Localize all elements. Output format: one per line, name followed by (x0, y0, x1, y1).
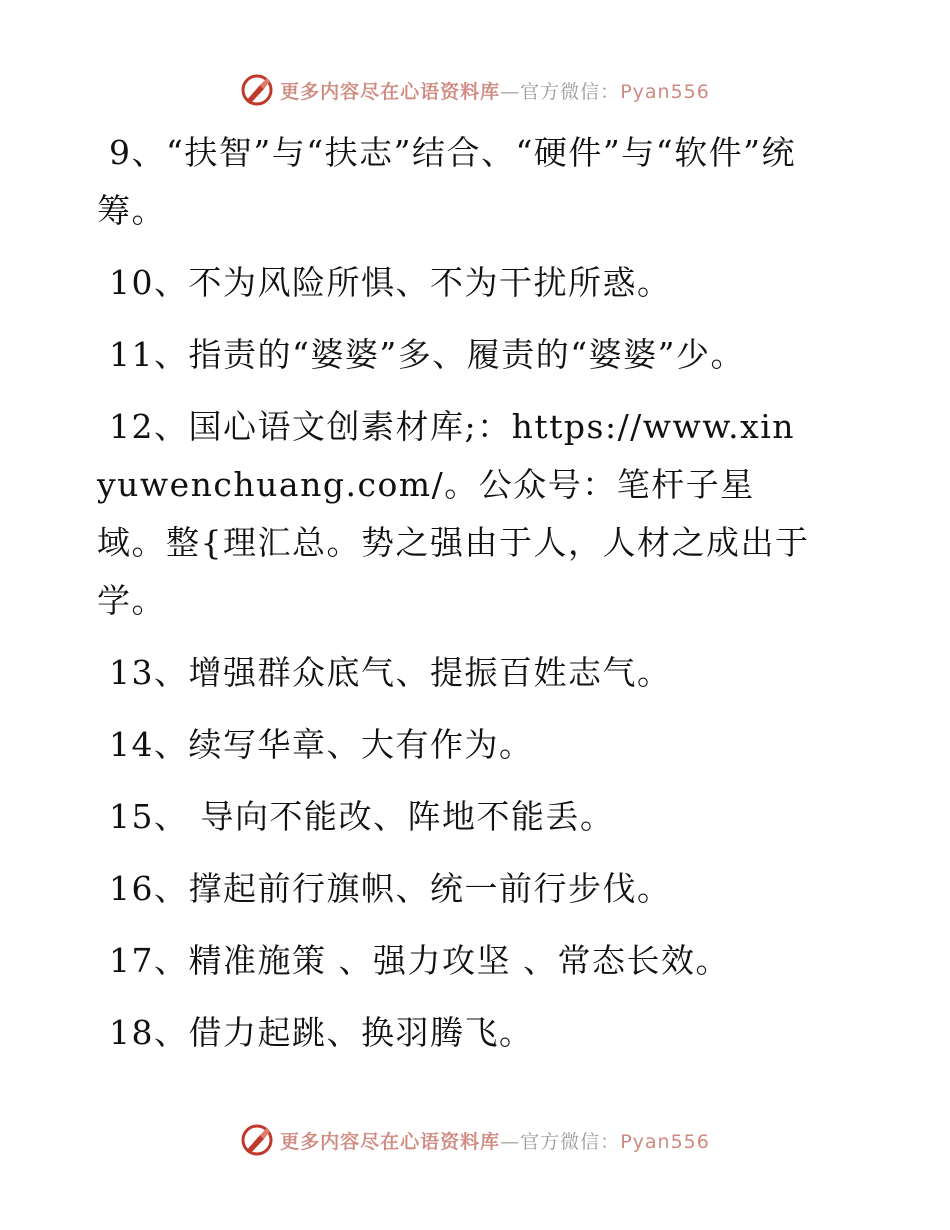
watermark-wechat-id: Pyan556 (620, 80, 710, 103)
pen-logo-icon (240, 73, 274, 107)
watermark-separator: — (500, 1130, 521, 1153)
list-item: 11、指责的“婆婆”多、履责的“婆婆”少。 (109, 335, 745, 374)
list-item: 16、撑起前行旗帜、统一前行步伐。 (109, 869, 672, 908)
watermark-text (280, 1127, 710, 1154)
document-body (97, 124, 812, 1076)
pen-logo-icon (240, 1123, 274, 1157)
list-item: 13、增强群众底气、提振百姓志气。 (109, 653, 672, 692)
watermark-sub: 官方微信： (520, 1130, 621, 1153)
list-item: 14、续写华章、大有作为。 (109, 725, 534, 764)
watermark-sub: 官方微信： (520, 80, 621, 103)
list-item: 10、不为风险所惧、不为干扰所惑。 (109, 263, 672, 302)
list-item: 17、精准施策 、强力攻坚 、常态长效。 (109, 941, 730, 980)
list-item: 18、借力起跳、换羽腾飞。 (109, 1013, 534, 1052)
watermark-wechat-id: Pyan556 (620, 1130, 710, 1153)
watermark-text (280, 77, 710, 104)
watermark-main: 更多内容尽在心语资料库 (280, 80, 501, 103)
list-item: 9、“扶智”与“扶志”结合、“硬件”与“软件”统筹。 (97, 133, 796, 230)
header-watermark (0, 70, 950, 110)
footer-watermark (0, 1120, 950, 1160)
watermark-main: 更多内容尽在心语资料库 (280, 1130, 501, 1153)
list-item: 12、国心语文创素材库;：https://www.xinyuwenchuang.com/。公众号：笔杆子星域。整{理汇总。势之强由于人，人材之成出于学。 (97, 407, 810, 620)
watermark-separator: — (500, 80, 521, 103)
list-item: 15、 导向不能改、阵地不能丢。 (109, 797, 615, 836)
